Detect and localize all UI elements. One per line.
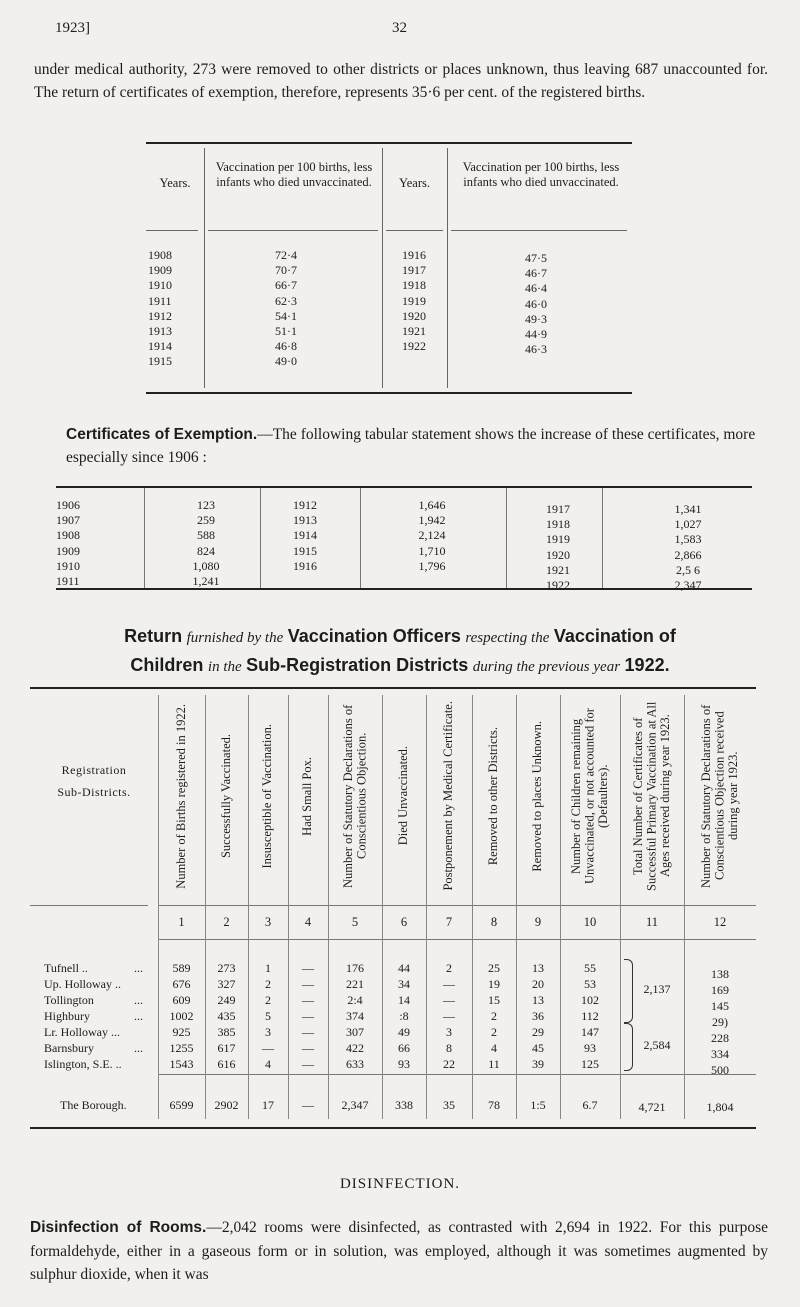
title-respecting: respecting the	[465, 630, 550, 646]
page-year: 1923]	[55, 20, 90, 36]
table-cell: —	[302, 1041, 314, 1055]
table-cell: 4	[491, 1041, 497, 1055]
table-cell: :8	[399, 1009, 409, 1023]
row-name: Barnsbury	[44, 1041, 94, 1055]
table-cell: 1002	[169, 1009, 194, 1023]
table-cell: —	[302, 977, 314, 991]
column-number-11: 11	[645, 915, 659, 929]
table-cell: 4	[265, 1057, 271, 1071]
total-cell: 2,347	[341, 1098, 369, 1112]
table-cell: 20	[532, 977, 544, 991]
total-cell: 2902	[214, 1098, 239, 1112]
table-cell: 49	[398, 1025, 410, 1039]
table-cell: 13	[532, 961, 544, 975]
table-cell: 589	[172, 961, 191, 975]
title-officers: Vaccination Officers	[287, 626, 461, 646]
table-cell: 1	[265, 961, 271, 975]
title-vaccination-of: Vaccination of	[553, 626, 676, 646]
table-cell: 2	[265, 977, 271, 991]
column-header-text-7: Postponement by Medical Certificate.	[441, 701, 456, 891]
row-name: Up. Holloway ..	[44, 977, 121, 991]
table-cell: 221	[346, 977, 364, 991]
col-years-right: Years.	[398, 176, 431, 190]
title-year: 1922.	[624, 655, 670, 675]
column-header-text-3: Insusceptible of Vaccination.	[260, 723, 275, 869]
row-name: Tufnell ..	[44, 961, 88, 975]
column-header-4	[288, 697, 328, 895]
column-number-8: 8	[490, 915, 498, 929]
column-header-5	[328, 697, 382, 895]
table-cell: 169	[711, 983, 729, 997]
table-cell: 22	[443, 1057, 455, 1071]
group2-total: 2,584	[643, 1038, 671, 1052]
column-number-4: 4	[304, 915, 312, 929]
table-cell: 8	[446, 1041, 452, 1055]
table-cell: —	[443, 993, 455, 1007]
column-header-10	[560, 697, 620, 895]
total-cell: —	[302, 1098, 314, 1112]
table-cell: 633	[346, 1057, 364, 1071]
table-cell: 2	[491, 1025, 497, 1039]
title-return: Return	[124, 626, 183, 646]
table-cell: 36	[532, 1009, 544, 1023]
total-cell: 17	[262, 1098, 274, 1112]
table-cell: 616	[217, 1057, 236, 1071]
total-cell: 6599	[169, 1098, 194, 1112]
certificates-text: —The following tabular statement shows the increase of these certificates, more especially since 1906 :	[66, 426, 756, 466]
col-years-left: Years.	[159, 176, 191, 190]
years-left-column: 1908 1909 1910 1911 1912 1913 1914 1915	[148, 248, 172, 369]
return-title	[30, 623, 770, 681]
table-cell: 249	[217, 993, 236, 1007]
disinfection-subheading: Disinfection of Rooms.	[30, 1219, 207, 1236]
table-cell: 334	[711, 1047, 729, 1061]
values-right-column: 47·5 46·7 46·4 46·0 49·3 44·9 46·3	[525, 251, 547, 357]
column-header-7	[426, 697, 472, 895]
years-right-column: 1916 1917 1918 1919 1920 1921 1922	[402, 248, 426, 354]
table-cell: 102	[581, 993, 599, 1007]
column-number-6: 6	[400, 915, 408, 929]
column-number-5: 5	[351, 915, 359, 929]
row-leader-dots: ...	[134, 1009, 143, 1023]
table-cell: 29)	[712, 1015, 728, 1029]
table-cell: 5	[265, 1009, 271, 1023]
table-cell: 147	[581, 1025, 599, 1039]
table-cell: 617	[217, 1041, 236, 1055]
column-number-3: 3	[264, 915, 272, 929]
table-cell: 676	[172, 977, 191, 991]
column-header-text-12: Number of Statutory Declarations of Conscientious Objection received during year 1923.	[698, 704, 740, 888]
table-cell: 228	[711, 1031, 729, 1045]
values-left-column: 72·4 70·7 66·7 62·3 54·1 51·1 46·8 49·0	[275, 248, 297, 369]
disinfection-text: —2,042 rooms were disinfected, as contrasted with 2,694 in 1922. For this purpose formaldehyde, either in a gaseous form or in solution, was employed, although it was sometimes augmented by sulphur dioxide, when it was	[30, 1219, 768, 1283]
column-header-text-9: Removed to places Unknown.	[530, 720, 545, 872]
row-leader-dots: ...	[134, 961, 143, 975]
column-number-1: 1	[178, 915, 185, 929]
table-cell: —	[443, 1009, 455, 1023]
table-cell: 93	[584, 1041, 596, 1055]
cert-years-2: 1912 1913 1914 1915 1916	[293, 498, 317, 573]
table-cell: 112	[581, 1009, 599, 1023]
total-cell: 1,804	[706, 1100, 734, 1114]
cert-values-1: 123 259 588 824 1,080 1,241	[192, 498, 220, 589]
total-cell: 1:5	[530, 1098, 546, 1112]
column-header-9	[516, 697, 560, 895]
column-header-11	[620, 697, 684, 895]
table-cell: 44	[398, 961, 410, 975]
title-children: Children	[130, 655, 204, 675]
certificates-paragraph	[66, 423, 770, 469]
total-cell: 338	[395, 1098, 413, 1112]
table-cell: 385	[217, 1025, 236, 1039]
table-cell: —	[302, 961, 314, 975]
table-cell: 374	[346, 1009, 364, 1023]
table-cell: 500	[711, 1063, 729, 1077]
column-header-text-5: Number of Statutory Declarations of Conscientious Objection.	[340, 704, 368, 888]
column-header-text-8: Removed to other Districts.	[486, 726, 501, 866]
table-cell: 2	[265, 993, 271, 1007]
col-rate-right: Vaccination per 100 births, less infants who died unvaccinated.	[462, 160, 620, 189]
total-cell: 35	[443, 1098, 455, 1112]
column-number-2: 2	[223, 915, 230, 929]
table-cell: 273	[217, 961, 236, 975]
column-header-text-2: Successfully Vaccinated.	[218, 733, 233, 859]
column-header-2	[205, 697, 248, 895]
intro-paragraph: under medical authority, 273 were removed to other districts or places unknown, thus leaving 687 unaccounted for. The return of certificates of exemption, therefore, represents 35·6 per cent. of the registered births.	[34, 61, 768, 101]
table-cell: —	[302, 1025, 314, 1039]
cert-values-2: 1,646 1,942 2,124 1,710 1,796	[418, 498, 446, 573]
row-name: Islington, S.E. ..	[44, 1057, 122, 1071]
table-cell: 327	[217, 977, 236, 991]
column-header-12	[684, 697, 756, 895]
table-cell: 3	[265, 1025, 271, 1039]
table-cell: 2	[491, 1009, 497, 1023]
column-number-12: 12	[713, 915, 727, 929]
table-cell: 19	[488, 977, 500, 991]
total-row-label: The Borough.	[60, 1098, 127, 1112]
column-header-text-10: Number of Children remaining Unvaccinated, or not accounted for (Defaulters).	[568, 708, 610, 884]
column-number-10: 10	[583, 915, 597, 929]
column-header-text-1: Number of Births registered in 1922.	[173, 703, 188, 889]
total-cell: 78	[488, 1098, 500, 1112]
table-cell: 2:4	[347, 993, 363, 1007]
table-cell: 138	[711, 967, 729, 981]
table-cell: 15	[488, 993, 500, 1007]
disinfection-heading: DISINFECTION.	[339, 1176, 461, 1192]
total-cell: 4,721	[638, 1100, 666, 1114]
column-header-text-4: Had Small Pox.	[300, 756, 315, 836]
column-header-text-11: Total Number of Certificates of Successful Primary Vaccination at All Ages received during year 1923.	[630, 701, 672, 891]
table-cell: 93	[398, 1057, 410, 1071]
table-cell: —	[262, 1041, 274, 1055]
table-cell: —	[302, 1057, 314, 1071]
column-number-7: 7	[445, 915, 453, 929]
row-leader-dots: ...	[134, 1041, 143, 1055]
table-cell: 53	[584, 977, 596, 991]
total-cell: 6.7	[582, 1098, 598, 1112]
vaccination-return-table	[30, 687, 756, 1129]
group1-total: 2,137	[643, 982, 671, 996]
table-cell: 125	[581, 1057, 599, 1071]
title-in-the: in the	[207, 659, 242, 675]
column-header-6	[382, 697, 426, 895]
column-header-3	[248, 697, 288, 895]
table-cell: 13	[532, 993, 544, 1007]
title-districts: Sub-Registration Districts	[246, 655, 469, 675]
table-cell: 45	[532, 1041, 544, 1055]
certificates-heading: Certificates of Exemption.	[66, 426, 258, 443]
row-name: Tollington	[44, 993, 94, 1007]
cert-years-3: 1917 1918 1919 1920 1921 1922	[546, 502, 570, 593]
column-header-text-6: Died Unvaccinated.	[396, 746, 411, 846]
table-cell: 34	[398, 977, 410, 991]
table-cell: 3	[446, 1025, 452, 1039]
table-cell: —	[443, 977, 455, 991]
cert-values-3: 1,341 1,027 1,583 2,866 2,5 6 2,347	[674, 502, 702, 593]
table-cell: 39	[532, 1057, 544, 1071]
table-cell: 2	[446, 961, 452, 975]
page-number: 32	[392, 20, 407, 36]
col-rate-left: Vaccination per 100 births, less infants who died unvaccinated.	[215, 160, 373, 189]
column-number-9: 9	[534, 915, 542, 929]
table-cell: 609	[172, 993, 191, 1007]
table-cell: —	[302, 993, 314, 1007]
row-name: Lr. Holloway ...	[44, 1025, 120, 1039]
table-cell: 435	[217, 1009, 236, 1023]
certificates-table	[56, 486, 752, 593]
table-cell: 145	[711, 999, 729, 1013]
vaccination-rate-table	[146, 142, 632, 394]
stub-header: Registration Sub-Districts.	[57, 763, 131, 799]
cert-years-1: 1906 1907 1908 1909 1910 1911	[56, 498, 80, 589]
row-leader-dots: ...	[134, 993, 143, 1007]
table-cell: 25	[488, 961, 500, 975]
title-furnished: furnished by the	[186, 630, 284, 646]
table-cell: 11	[488, 1057, 500, 1071]
table-cell: 422	[346, 1041, 364, 1055]
table-cell: 1255	[169, 1041, 194, 1055]
table-cell: 1543	[169, 1057, 194, 1071]
table-cell: 925	[172, 1025, 191, 1039]
table-cell: 176	[346, 961, 364, 975]
column-header-8	[472, 697, 516, 895]
table-cell: 14	[398, 993, 410, 1007]
row-name: Highbury	[44, 1009, 90, 1023]
title-during: during the previous year	[472, 659, 621, 675]
table-cell: 29	[532, 1025, 544, 1039]
disinfection-paragraph	[30, 1216, 768, 1287]
column-header-1	[158, 697, 205, 895]
table-cell: —	[302, 1009, 314, 1023]
table-cell: 307	[346, 1025, 364, 1039]
table-cell: 66	[398, 1041, 410, 1055]
table-cell: 55	[584, 961, 596, 975]
